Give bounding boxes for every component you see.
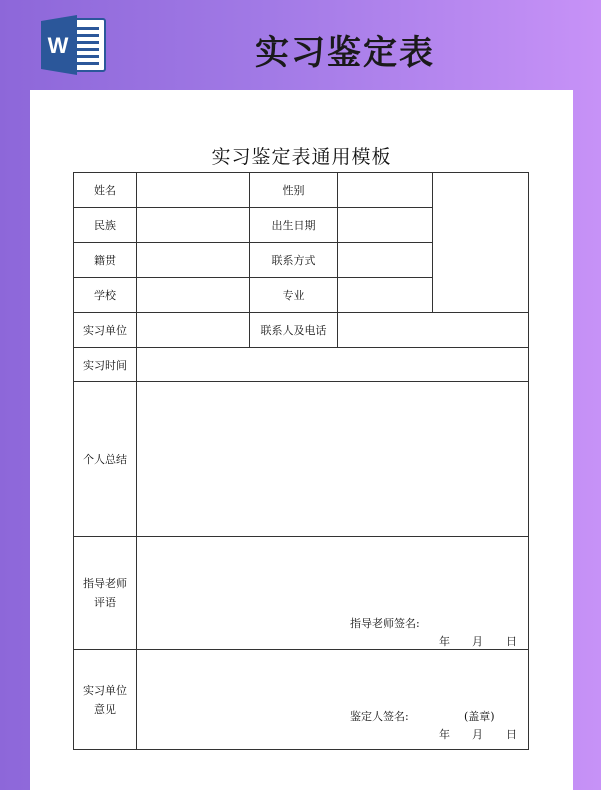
- field-internship-unit[interactable]: [137, 313, 250, 348]
- label-ethnicity: 民族: [74, 208, 137, 243]
- label-contact: 联系方式: [250, 243, 338, 278]
- appraiser-day-label: 日: [506, 728, 517, 741]
- field-school[interactable]: [137, 278, 250, 313]
- label-advisor-comment-line2: 评语: [94, 596, 116, 609]
- page-title: 实习鉴定表: [255, 33, 435, 73]
- label-gender: 性别: [250, 173, 338, 208]
- label-internship-unit: 实习单位: [74, 313, 137, 348]
- field-gender[interactable]: [338, 173, 433, 208]
- label-name: 姓名: [74, 173, 137, 208]
- field-unit-opinion[interactable]: [137, 650, 529, 750]
- field-contact[interactable]: [338, 243, 433, 278]
- label-major: 专业: [250, 278, 338, 313]
- document-page: [30, 90, 573, 790]
- label-internship-period: 实习时间: [74, 348, 137, 382]
- advisor-month-label: 月: [472, 635, 483, 648]
- advisor-day-label: 日: [506, 635, 517, 648]
- document-title: 实习鉴定表通用模板: [211, 146, 392, 168]
- word-icon-letter: W: [47, 33, 69, 58]
- field-internship-period[interactable]: [137, 348, 529, 382]
- label-contact-person-phone: 联系人及电话: [250, 313, 338, 348]
- label-personal-summary: 个人总结: [74, 382, 137, 537]
- label-unit-opinion-line2: 意见: [94, 702, 116, 716]
- label-birth-date: 出生日期: [250, 208, 338, 243]
- label-unit-opinion: [74, 650, 137, 750]
- label-unit-opinion-line1: 实习单位: [83, 683, 127, 697]
- appraisal-form-table: [73, 172, 529, 750]
- appraiser-year-label: 年: [439, 728, 450, 741]
- field-native-place[interactable]: [137, 243, 250, 278]
- appraiser-month-label: 月: [472, 728, 483, 741]
- field-name[interactable]: [137, 173, 250, 208]
- label-advisor-comment-line1: 指导老师: [83, 577, 127, 590]
- photo-box[interactable]: [433, 173, 529, 313]
- advisor-year-label: 年: [439, 635, 450, 648]
- field-advisor-comment[interactable]: [137, 537, 529, 650]
- label-school: 学校: [74, 278, 137, 313]
- appraiser-signature-label: 鉴定人签名:: [350, 710, 409, 723]
- seal-label: (盖章): [464, 710, 495, 723]
- label-advisor-comment: [74, 537, 137, 650]
- field-personal-summary[interactable]: [137, 382, 529, 537]
- field-birth-date[interactable]: [338, 208, 433, 243]
- field-major[interactable]: [338, 278, 433, 313]
- field-ethnicity[interactable]: [137, 208, 250, 243]
- label-native-place: 籍贯: [74, 243, 137, 278]
- field-contact-person-phone[interactable]: [338, 313, 529, 348]
- advisor-signature-label: 指导老师签名:: [350, 617, 420, 630]
